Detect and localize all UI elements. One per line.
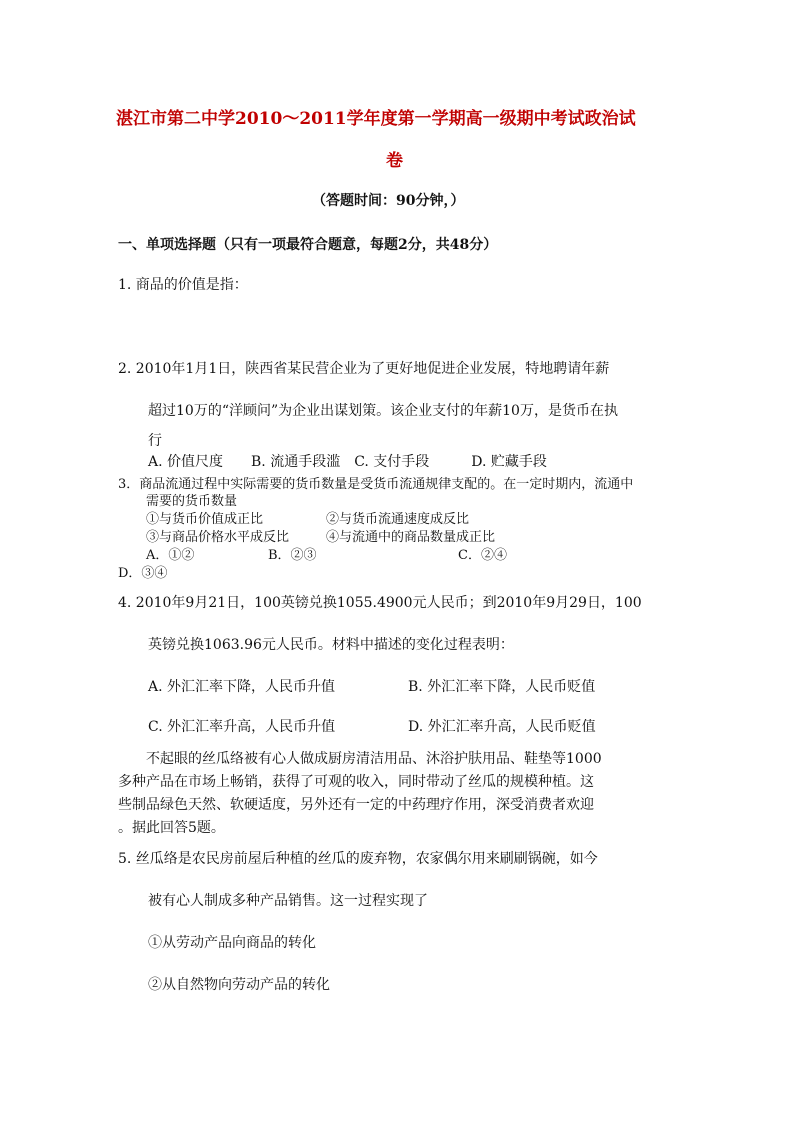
question-2-line-3: 行 [148, 433, 162, 449]
question-4-option-a: A. 外汇汇率下降，人民币升值 [148, 679, 336, 695]
question-4-option-b: B. 外汇汇率下降，人民币贬值 [408, 679, 596, 695]
passage-line-3: 些制品绿色天然、软硬适度，另外还有一定的中药理疗作用，深受消费者欢迎 [118, 797, 594, 813]
section-heading: 一、单项选择题（只有一项最符合题意，每题2分，共48分） [118, 237, 498, 253]
question-3-option-d: D．③④ [118, 566, 168, 581]
question-3-statement-3: ③与商品价格水平成反比 [146, 530, 290, 545]
question-5-line-1: 5. 丝瓜络是农民房前屋后种植的丝瓜的废弃物，农家偶尔用来刷刷锅碗，如今 [118, 851, 598, 867]
exam-title-line-2: 卷 [386, 151, 403, 171]
question-5-line-2: 被有心人制成多种产品销售。这一过程实现了 [148, 893, 428, 909]
passage-line-2: 多种产品在市场上畅销，获得了可观的收入，同时带动了丝瓜的规模种植。这 [118, 774, 594, 790]
question-3-option-b: B．②③ [268, 548, 317, 563]
question-1: 1. 商品的价值是指： [118, 277, 248, 293]
exam-title-line-1: 湛江市第二中学2010～2011学年度第一学期高一级期中考试政治试 [116, 109, 636, 129]
question-3-line-1: 3．商品流通过程中实际需要的货币数量是受货币流通规律支配的。在一定时期内，流通中 [118, 477, 634, 492]
question-4-option-d: D. 外汇汇率升高，人民币贬值 [408, 719, 596, 735]
question-4-line-1: 4. 2010年9月21日，100英镑兑换1055.4900元人民币；到2010年9月29日，100 [118, 595, 642, 611]
question-2-options: A. 价值尺度 B. 流通手段滥 C. 支付手段 D. 贮藏手段 [148, 454, 547, 470]
passage-line-4: 。据此回答5题。 [118, 820, 225, 836]
question-3-statement-1: ①与货币价值成正比 [146, 512, 264, 527]
exam-subtitle: （答题时间：90分钟，） [312, 193, 465, 209]
question-4-line-2: 英镑兑换1063.96元人民币。材料中描述的变化过程表明： [148, 637, 514, 653]
question-3-option-c: C．②④ [458, 548, 507, 563]
question-3-statement-4: ④与流通中的商品数量成正比 [326, 530, 496, 545]
question-5-statement-1: ①从劳动产品向商品的转化 [148, 935, 316, 951]
question-4-option-c: C. 外汇汇率升高，人民币升值 [148, 719, 336, 735]
question-2-line-2: 超过10万的“洋顾问”为企业出谋划策。该企业支付的年薪10万，是货币在执 [148, 403, 618, 419]
question-3-statement-2: ②与货币流通速度成反比 [326, 512, 470, 527]
question-5-statement-2: ②从自然物向劳动产品的转化 [148, 977, 330, 993]
question-3-option-a: A．①② [146, 548, 195, 563]
passage-line-1: 不起眼的丝瓜络被有心人做成厨房清洁用品、沐浴护肤用品、鞋垫等1000 [146, 751, 602, 767]
question-3-line-2: 需要的货币数量 [146, 494, 238, 509]
question-2-line-1: 2. 2010年1月1日，陕西省某民营企业为了更好地促进企业发展，特地聘请年薪 [118, 361, 610, 377]
